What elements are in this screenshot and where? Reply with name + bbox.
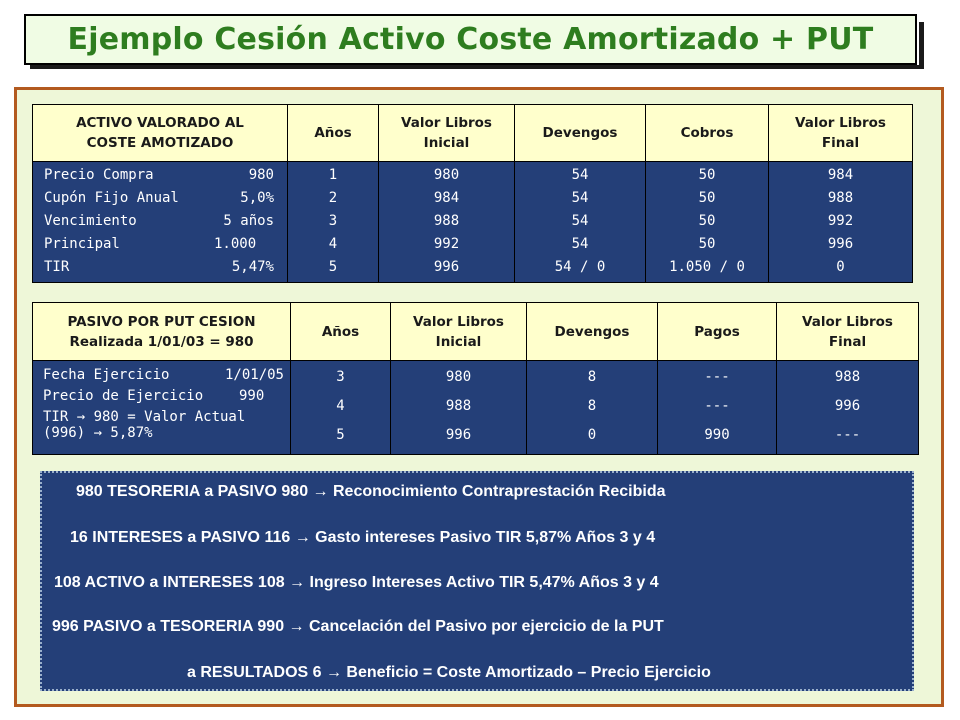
pasivo-header-pagos: Pagos	[658, 303, 777, 361]
pasivo-header-vl-inicial-line2: Inicial	[435, 333, 482, 350]
cell-value: 992	[433, 236, 460, 252]
param-value: 5,47%	[231, 259, 274, 275]
pasivo-header-vl-final	[777, 303, 919, 361]
cell-value: 988	[445, 398, 472, 414]
cell-value: 988	[433, 213, 460, 229]
journal-line: 980 TESORERIA a PASIVO 980 → Reconocimiento Contraprestación Recibida	[76, 483, 666, 500]
pasivo-param-row	[43, 365, 284, 386]
pasivo-anos-cell	[291, 361, 391, 455]
activo-header-vl-final-line2: Final	[821, 135, 860, 151]
activo-params-cell	[33, 162, 288, 283]
cell-value: 988	[834, 369, 861, 385]
title-shadow-bottom	[30, 65, 924, 69]
journal-line: 16 INTERESES a PASIVO 116 → Gasto intereses Pasivo TIR 5,87% Años 3 y 4	[70, 529, 656, 546]
param-value: 980	[248, 167, 274, 183]
activo-cobros-cell	[646, 162, 769, 283]
title-shadow	[919, 22, 924, 68]
cell-value: 990	[704, 427, 730, 443]
param-label: Principal	[44, 236, 120, 252]
cell-value: 4	[328, 236, 338, 252]
cell-value: 50	[698, 190, 716, 206]
pasivo-header-devengos: Devengos	[527, 303, 658, 361]
cell-value: 996	[827, 236, 854, 252]
cell-value: 50	[698, 213, 716, 229]
pasivo-vl-inicial-cell	[391, 361, 527, 455]
cell-value: 0	[836, 259, 845, 275]
pasivo-header-vl-final-line2: Final	[828, 333, 867, 350]
param-label: Fecha Ejercicio	[43, 367, 170, 383]
param-label: TIR → 980 = Valor Actual (996) → 5,87%	[43, 409, 246, 441]
cell-value: 5	[328, 259, 338, 275]
cell-value: 54	[571, 190, 589, 206]
cell-value: 0	[587, 427, 597, 443]
pasivo-header-vl-inicial-line1: Valor Libros	[413, 313, 504, 330]
param-label: Precio de Ejercicio	[43, 388, 204, 404]
cell-value: 992	[827, 213, 854, 229]
activo-header-line2: COSTE AMOTIZADO	[86, 135, 234, 151]
cell-value: ---	[834, 427, 861, 443]
cell-value: 984	[827, 167, 854, 183]
param-label: Precio Compra	[44, 167, 154, 183]
activo-param-row	[34, 256, 286, 279]
cell-value: 980	[433, 167, 460, 183]
activo-header-vl-final	[769, 105, 913, 162]
journal-line: a RESULTADOS 6 → Beneficio = Coste Amortizado – Precio Ejercicio	[187, 664, 711, 681]
activo-table	[32, 104, 913, 283]
pasivo-param-row	[43, 386, 284, 407]
cell-value: 996	[834, 398, 861, 414]
pasivo-table	[32, 302, 919, 455]
param-value: 1.000	[214, 236, 257, 252]
cell-value: 1	[328, 167, 338, 183]
activo-header-vl-inicial	[379, 105, 515, 162]
cell-value: 8	[587, 369, 597, 385]
pasivo-header-line2: Realizada 1/01/03 = 980	[69, 333, 254, 350]
pasivo-header-title	[33, 303, 291, 361]
pasivo-param-row	[43, 407, 284, 441]
param-value: 5 años	[223, 213, 274, 229]
param-label: Vencimiento	[44, 213, 137, 229]
activo-param-row	[34, 164, 286, 187]
cell-value: 996	[433, 259, 460, 275]
journal-entries-box	[40, 471, 914, 691]
activo-header-vl-inicial-line1: Valor Libros	[401, 115, 492, 131]
cell-value: 50	[698, 236, 716, 252]
activo-param-row	[34, 210, 286, 233]
activo-header-line1: ACTIVO VALORADO AL	[76, 115, 244, 131]
activo-header-vl-final-line1: Valor Libros	[795, 115, 886, 131]
cell-value: 980	[445, 369, 472, 385]
cell-value: 3	[336, 369, 345, 385]
activo-param-row	[34, 187, 286, 210]
activo-header-title	[33, 105, 288, 162]
cell-value: 5	[336, 427, 345, 443]
journal-line: 996 PASIVO a TESORERIA 990 → Cancelación del Pasivo por ejercicio de la PUT	[52, 618, 664, 635]
cell-value: 984	[433, 190, 460, 206]
slide-title: Ejemplo Cesión Activo Coste Amortizado + PUT	[24, 14, 917, 65]
cell-value: ---	[704, 369, 730, 385]
cell-value: 54	[571, 167, 589, 183]
activo-anos-cell	[288, 162, 379, 283]
activo-vl-inicial-cell	[379, 162, 515, 283]
pasivo-params-cell	[33, 361, 291, 455]
cell-value: 996	[445, 427, 472, 443]
pasivo-pagos-cell	[658, 361, 777, 455]
activo-header-anos: Años	[288, 105, 379, 162]
param-value: 990	[239, 388, 265, 404]
pasivo-vl-final-cell	[777, 361, 919, 455]
pasivo-header-vl-final-line1: Valor Libros	[802, 313, 893, 330]
param-label: Cupón Fijo Anual	[44, 190, 179, 206]
cell-value: ---	[704, 398, 730, 414]
param-value: 1/01/05	[224, 367, 284, 383]
cell-value: 8	[587, 398, 597, 414]
cell-value: 988	[827, 190, 854, 206]
cell-value: 54	[571, 213, 589, 229]
cell-value: 50	[698, 167, 716, 183]
activo-devengos-cell	[515, 162, 646, 283]
param-value: 5,0%	[240, 190, 274, 206]
journal-line: 108 ACTIVO a INTERESES 108 → Ingreso Intereses Activo TIR 5,47% Años 3 y 4	[54, 574, 659, 591]
cell-value: 1.050 / 0	[669, 259, 745, 275]
param-label: TIR	[44, 259, 70, 275]
cell-value: 3	[328, 213, 338, 229]
pasivo-header-anos: Años	[291, 303, 391, 361]
activo-param-row	[34, 233, 286, 256]
activo-header-vl-inicial-line2: Inicial	[423, 135, 470, 151]
cell-value: 54	[571, 236, 589, 252]
activo-header-cobros: Cobros	[646, 105, 769, 162]
cell-value: 54 / 0	[554, 259, 606, 275]
pasivo-header-line1: PASIVO POR PUT CESION	[67, 313, 256, 330]
cell-value: 2	[328, 190, 338, 206]
activo-header-devengos: Devengos	[515, 105, 646, 162]
pasivo-header-vl-inicial	[391, 303, 527, 361]
cell-value: 4	[336, 398, 345, 414]
activo-vl-final-cell	[769, 162, 913, 283]
pasivo-devengos-cell	[527, 361, 658, 455]
